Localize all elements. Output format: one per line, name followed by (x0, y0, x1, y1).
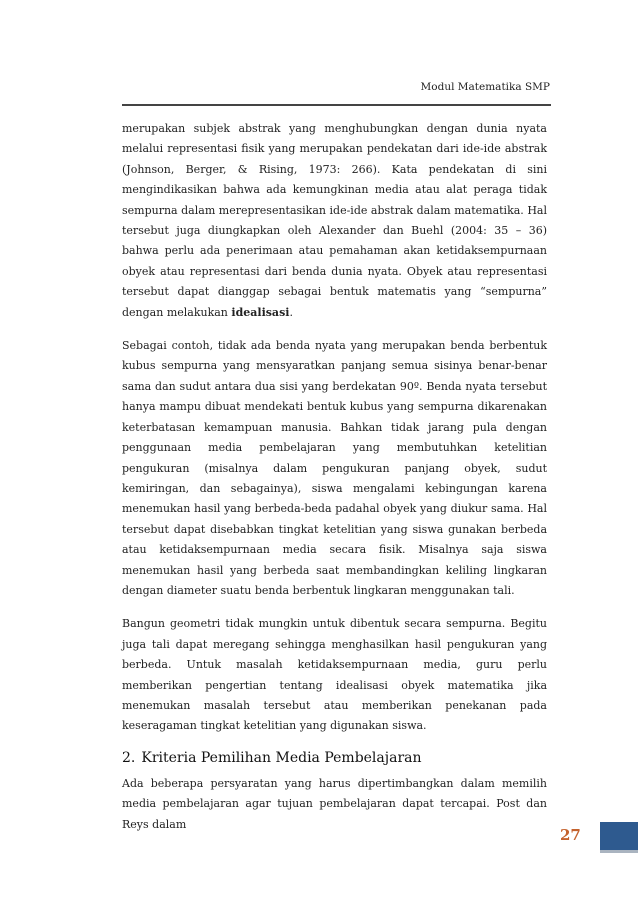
paragraph-1-bold-term: idealisasi (231, 305, 290, 319)
page-number: 27 (560, 826, 581, 844)
corner-decoration (600, 822, 638, 850)
running-header: Modul Matematika SMP (420, 81, 550, 93)
paragraph-1-text: merupakan subjek abstrak yang menghubungkan dengan dunia nyata melalui representasi fisik yang merupakan pendekatan dari ide-ide abstrak (Johnson, Berger, & Rising, 1973: 266). Kata pendekatan di sini mengindikasikan bahwa ada kemungkinan media atau alat peraga tidak sempurna dalam merepresentasikan ide-ide abstrak dalam matematika. Hal tersebut juga diungkapkan oleh Alexander dan Buehl (2004: 35 – 36) bahwa perlu ada penerimaan atau pemahaman akan ketidaksempurnaan obyek atau representasi dari benda dunia nyata. Obyek atau representasi tersebut dapat dianggap sebagai bentuk matematis yang “sempurna” dengan melakukan (122, 122, 547, 319)
paragraph-1-end: . (289, 305, 293, 319)
header-divider (122, 104, 551, 106)
paragraph-1 (122, 119, 547, 323)
page-body (122, 119, 547, 848)
paragraph-3: Bangun geometri tidak mungkin untuk dibentuk secara sempurna. Begitu juga tali dapat meregang sehingga menghasilkan hasil pengukuran yang berbeda. Untuk masalah ketidaksempurnaan media, guru perlu memberikan pengertian tentang idealisasi obyek matematika jika menemukan masalah tersebut atau memberikan penekanan pada keseragaman tingkat ketelitian yang digunakan siswa. (122, 617, 547, 733)
corner-decoration-line (600, 850, 638, 853)
section-title: Kriteria Pemilihan Media Pembelajaran (141, 749, 422, 766)
paragraph-4: Ada beberapa persyaratan yang harus dipertimbangkan dalam memilih media pembelajaran agar tujuan pembelajaran dapat tercapai. Post dan Reys dalam (122, 776, 547, 831)
section-heading (122, 750, 547, 766)
paragraph-2: Sebagai contoh, tidak ada benda nyata yang merupakan benda berbentuk kubus sempurna yang mensyaratkan panjang semua sisinya benar-benar sama dan sudut antara dua sisi yang berdekatan 90º. Benda nyata tersebut hanya mampu dibuat mendekati bentuk kubus yang sempurna dikarenakan keterbatasan kemampuan manusia. Bahkan tidak jarang pula dengan penggunaan media pembelajaran yang membutuhkan ketelitian pengukuran (misalnya dalam pengukuran panjang obyek, sudut kemiringan, dan sebagainya), siswa mengalami kebingungan karena menemukan hasil yang berbeda-beda padahal obyek yang diukur sama. Hal tersebut dapat disebabkan tingkat ketelitian yang siswa gunakan berbeda atau ketidaksempurnaan media secara fisik. Misalnya saja siswa menemukan hasil yang berbeda saat membandingkan keliling lingkaran dengan diameter suatu benda berbentuk lingkaran menggunakan tali. (122, 339, 547, 597)
section-number: 2. (122, 749, 136, 766)
